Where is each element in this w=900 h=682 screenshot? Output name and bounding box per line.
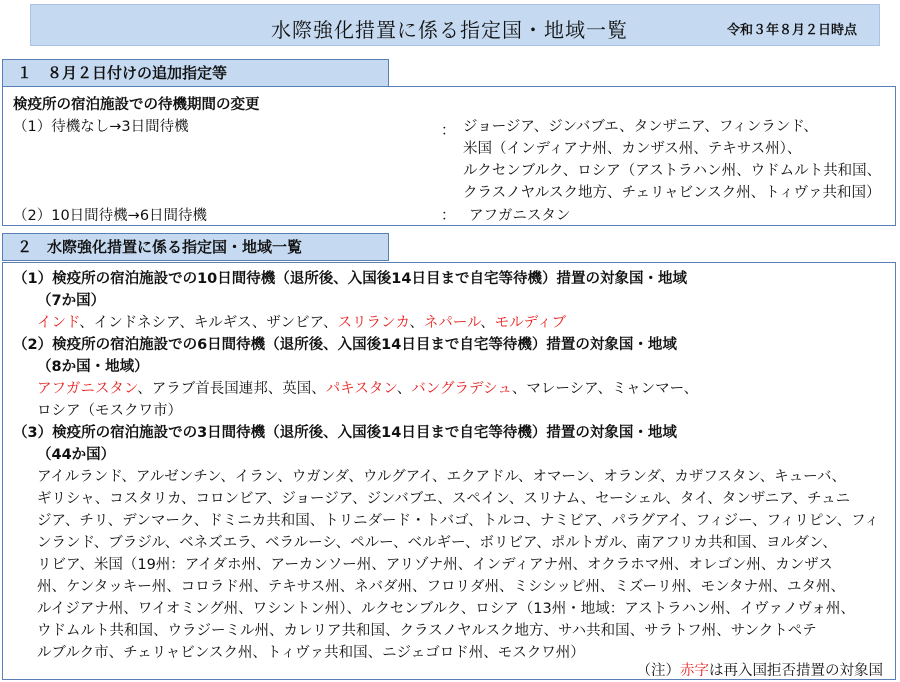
text-segment: 、マレーシア、ミャンマー、 xyxy=(511,381,699,397)
group2-count: （8か国・地域） xyxy=(37,359,149,375)
red-text-segment: インド xyxy=(37,315,80,331)
section2-heading-text: ２ 水際強化措置に係る指定国・地域一覧 xyxy=(17,238,303,256)
group3-line-4: ンランド、ブラジル、ベネズエラ、ベラルーシ、ペルー、ベルギー、ボリビア、ポルトガル、南アフリカ共和国、ヨルダン、 xyxy=(37,535,837,551)
group3-line-9: ルブルク市、チェリャビンスク州、トィヴァ共和国、ニジェゴロド州、モスクワ州） xyxy=(37,645,585,661)
red-text-segment: 赤字 xyxy=(680,663,709,679)
group3-line-3: ジア、チリ、デンマーク、ドミニカ共和国、トリニダード・トバゴ、トルコ、ナミビア、パラグアイ、フィジー、フィリピン、フィ xyxy=(37,513,880,529)
text-segment: 、 xyxy=(396,381,412,397)
section1-body xyxy=(2,86,896,226)
title-bar xyxy=(30,4,880,46)
item2-label: （2）10日間待機→6日間待機 xyxy=(13,208,208,224)
group2-title: （2）検疫所の宿泊施設での6日間待機（退所後、入国後14日目まで自宅等待機）措置の対象国・地域 xyxy=(13,337,677,353)
section1-subheading: 検疫所の宿泊施設での待機期間の変更 xyxy=(13,97,260,113)
section1-heading xyxy=(2,59,389,87)
date-stamp: 令和３年８月２日時点 xyxy=(726,23,857,38)
red-text-segment: アフガニスタン xyxy=(37,381,138,397)
group3-count: （44か国） xyxy=(37,447,116,463)
group1-title: （1）検疫所の宿泊施設での10日間待機（退所後、入国後14日目まで自宅等待機）措置の対象国・地域 xyxy=(13,271,687,287)
red-text-segment: パキスタン xyxy=(325,381,397,397)
group2-countries-2: ロシア（モスクワ市） xyxy=(37,403,182,419)
red-text-segment: バングラデシュ xyxy=(411,381,512,397)
text-segment: （注） xyxy=(636,663,680,679)
text-segment: 、 xyxy=(480,315,495,331)
item2-value: アフガニスタン xyxy=(469,208,571,224)
group1-countries xyxy=(37,311,566,332)
group3-line-2: ギリシャ、コスタリカ、コロンビア、ジョージア、ジンバブエ、スペイン、スリナム、セーシェル、タイ、タンザニア、チュニ xyxy=(37,491,851,507)
item1-line-1: ジョージア、ジンバブエ、タンザニア、フィンランド、 xyxy=(463,119,818,135)
section2-heading xyxy=(2,233,389,261)
red-text-segment: スリランカ xyxy=(337,315,410,331)
red-text-segment: ネパール xyxy=(423,315,481,331)
text-segment: 、インドネシア、キルギス、ザンビア、 xyxy=(79,315,338,331)
section2-body xyxy=(2,262,896,680)
page-title: 水際強化措置に係る指定国・地域一覧 xyxy=(271,18,628,42)
footnote xyxy=(637,659,884,680)
group2-countries-1 xyxy=(37,377,698,398)
item1-line-4: クラスノヤルスク地方、チェリャビンスク州、トィヴァ共和国） xyxy=(463,185,881,201)
group3-title: （3）検疫所の宿泊施設での3日間待機（退所後、入国後14日目まで自宅等待機）措置の対象国・地域 xyxy=(13,425,677,441)
text-segment: は再入国拒否措置の対象国 xyxy=(709,663,883,679)
red-text-segment: モルディブ xyxy=(494,315,567,331)
group1-count: （7か国） xyxy=(37,293,106,309)
item1-label: （1）待機なし→3日間待機 xyxy=(13,119,189,135)
group3-line-8: ウドムルト共和国、ウラジーミル州、カレリア共和国、クラスノヤルスク地方、サハ共和国、サラトフ州、サンクトペテ xyxy=(37,623,817,639)
item1-line-2: 米国（インディアナ州、カンザス州、テキサス州）、 xyxy=(463,141,802,157)
group3-line-5: リビア、米国（19州：アイダホ州、アーカンソー州、アリゾナ州、インディアナ州、オクラホマ州、オレゴン州、カンザス xyxy=(37,557,833,573)
item1-line-3: ルクセンブルク、ロシア（アストラハン州、ウドムルト共和国、 xyxy=(463,163,882,179)
item1-colon: ： xyxy=(441,123,456,139)
item2-colon: ： xyxy=(441,208,456,224)
text-segment: 、アラブ首長国連邦、英国、 xyxy=(137,381,326,397)
group3-line-7: ルイジアナ州、ワイオミング州、ワシントン州）、ルクセンブルク、ロシア（13州・地域：アストラハン州、イヴァノヴォ州、 xyxy=(37,601,855,617)
section1-heading-text: １ ８月２日付けの追加指定等 xyxy=(17,64,228,82)
group3-line-6: 州、ケンタッキー州、コロラド州、テキサス州、ネバダ州、フロリダ州、ミシシッピ州、ミズーリ州、モンタナ州、ユタ州、 xyxy=(37,579,846,595)
text-segment: 、 xyxy=(409,315,424,331)
group3-line-1: アイルランド、アルゼンチン、イラン、ウガンダ、ウルグアイ、エクアドル、オマーン、オランダ、カザフスタン、キューバ、 xyxy=(37,469,846,485)
